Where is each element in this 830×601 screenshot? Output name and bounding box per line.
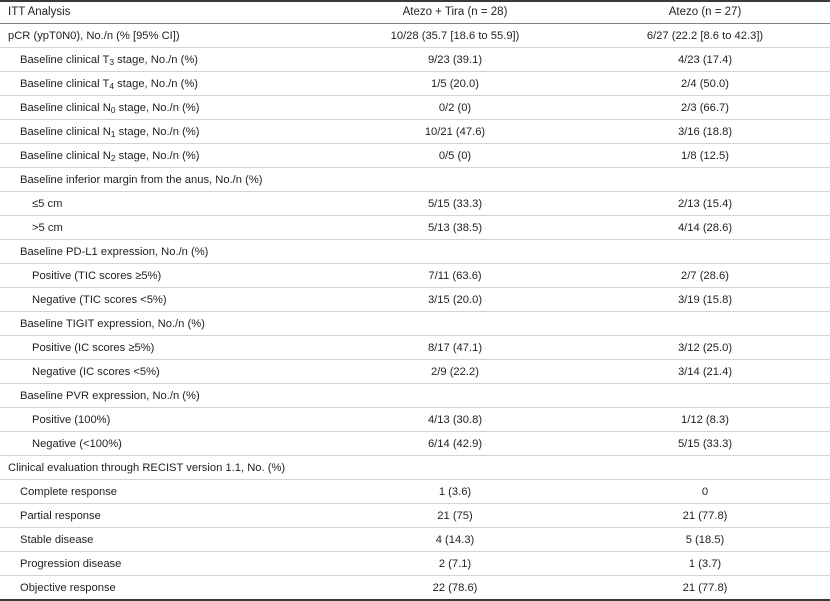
table-row — [0, 264, 830, 288]
table-row — [0, 216, 830, 240]
table-row — [0, 528, 830, 552]
subscript: 3 — [109, 56, 115, 67]
table-row — [0, 24, 830, 48]
value-atezo-tira: 10/21 (47.6) — [330, 120, 580, 144]
value-atezo-tira: 2 (7.1) — [330, 552, 580, 576]
table-row — [0, 576, 830, 601]
value-atezo: 1/8 (12.5) — [580, 144, 830, 168]
table-row — [0, 312, 830, 336]
value-atezo — [580, 312, 830, 336]
value-atezo: 3/19 (15.8) — [580, 288, 830, 312]
value-atezo-tira: 6/14 (42.9) — [330, 432, 580, 456]
subscript: 4 — [109, 80, 115, 91]
row-label: Baseline PD-L1 expression, No./n (%) — [0, 240, 330, 264]
value-atezo-tira: 0/2 (0) — [330, 96, 580, 120]
row-label: Complete response — [0, 480, 330, 504]
row-label: Baseline clinical $N_0$ stage, No./n (%) — [0, 96, 330, 120]
value-atezo: 3/14 (21.4) — [580, 360, 830, 384]
value-atezo: 2/4 (50.0) — [580, 72, 830, 96]
value-atezo: 4/14 (28.6) — [580, 216, 830, 240]
row-label: Baseline PVR expression, No./n (%) — [0, 384, 330, 408]
value-atezo — [580, 168, 830, 192]
table-row — [0, 120, 830, 144]
row-label: Negative (IC scores <5%) — [0, 360, 330, 384]
column-header-atezo: Atezo (n = 27) — [580, 1, 830, 24]
value-atezo: 21 (77.8) — [580, 504, 830, 528]
table-row — [0, 48, 830, 72]
value-atezo: 1/12 (8.3) — [580, 408, 830, 432]
table-row — [0, 384, 830, 408]
value-atezo: 2/7 (28.6) — [580, 264, 830, 288]
value-atezo: 3/12 (25.0) — [580, 336, 830, 360]
value-atezo-tira: 8/17 (47.1) — [330, 336, 580, 360]
row-label: Partial response — [0, 504, 330, 528]
table-body — [0, 24, 830, 601]
value-atezo-tira: 4/13 (30.8) — [330, 408, 580, 432]
row-label: Negative (TIC scores <5%) — [0, 288, 330, 312]
table-header — [0, 1, 830, 24]
value-atezo: 4/23 (17.4) — [580, 48, 830, 72]
value-atezo-tira: 5/13 (38.5) — [330, 216, 580, 240]
value-atezo-tira — [330, 312, 580, 336]
column-header-analysis: ITT Analysis — [0, 1, 330, 24]
table-row — [0, 552, 830, 576]
row-label: Clinical evaluation through RECIST version 1.1, No. (%) — [0, 456, 330, 480]
row-label: Negative (<100%) — [0, 432, 330, 456]
table-row — [0, 360, 830, 384]
table-row — [0, 432, 830, 456]
row-label: pCR (ypT0N0), No./n (% [95% CI]) — [0, 24, 330, 48]
row-label: Baseline TIGIT expression, No./n (%) — [0, 312, 330, 336]
row-label: >5 cm — [0, 216, 330, 240]
value-atezo: 0 — [580, 480, 830, 504]
value-atezo: 2/13 (15.4) — [580, 192, 830, 216]
value-atezo-tira: 22 (78.6) — [330, 576, 580, 601]
table-row — [0, 72, 830, 96]
value-atezo — [580, 456, 830, 480]
subscript: 2 — [110, 152, 116, 163]
value-atezo-tira: 7/11 (63.6) — [330, 264, 580, 288]
row-label: Positive (TIC scores ≥5%) — [0, 264, 330, 288]
value-atezo: 21 (77.8) — [580, 576, 830, 601]
header-row — [0, 1, 830, 24]
value-atezo: 2/3 (66.7) — [580, 96, 830, 120]
value-atezo-tira — [330, 240, 580, 264]
value-atezo-tira: 0/5 (0) — [330, 144, 580, 168]
value-atezo-tira: 10/28 (35.7 [18.6 to 55.9]) — [330, 24, 580, 48]
value-atezo — [580, 384, 830, 408]
row-label: Baseline clinical $N_1$ stage, No./n (%) — [0, 120, 330, 144]
row-label: ≤5 cm — [0, 192, 330, 216]
row-label: Progression disease — [0, 552, 330, 576]
table-row — [0, 96, 830, 120]
table-row — [0, 480, 830, 504]
value-atezo-tira — [330, 456, 580, 480]
value-atezo-tira: 9/23 (39.1) — [330, 48, 580, 72]
subscript: 0 — [110, 104, 116, 115]
value-atezo-tira: 21 (75) — [330, 504, 580, 528]
value-atezo-tira — [330, 168, 580, 192]
row-label: Baseline clinical $T_3$ stage, No./n (%) — [0, 48, 330, 72]
row-label: Positive (100%) — [0, 408, 330, 432]
row-label: Stable disease — [0, 528, 330, 552]
value-atezo: 5 (18.5) — [580, 528, 830, 552]
value-atezo-tira: 3/15 (20.0) — [330, 288, 580, 312]
row-label: Baseline inferior margin from the anus, No./n (%) — [0, 168, 330, 192]
value-atezo-tira: 5/15 (33.3) — [330, 192, 580, 216]
table-row — [0, 408, 830, 432]
table-row — [0, 240, 830, 264]
value-atezo: 5/15 (33.3) — [580, 432, 830, 456]
row-label: Objective response — [0, 576, 330, 601]
value-atezo — [580, 240, 830, 264]
table-row — [0, 504, 830, 528]
table-row — [0, 192, 830, 216]
row-label: Baseline clinical $N_2$ stage, No./n (%) — [0, 144, 330, 168]
value-atezo: 1 (3.7) — [580, 552, 830, 576]
table-row — [0, 288, 830, 312]
row-label: Baseline clinical $T_4$ stage, No./n (%) — [0, 72, 330, 96]
value-atezo: 6/27 (22.2 [8.6 to 42.3]) — [580, 24, 830, 48]
value-atezo-tira: 1 (3.6) — [330, 480, 580, 504]
value-atezo-tira: 2/9 (22.2) — [330, 360, 580, 384]
table-row — [0, 168, 830, 192]
subscript: 1 — [110, 128, 116, 139]
value-atezo-tira — [330, 384, 580, 408]
value-atezo-tira: 1/5 (20.0) — [330, 72, 580, 96]
table-row — [0, 336, 830, 360]
column-header-atezo-tira: Atezo + Tira (n = 28) — [330, 1, 580, 24]
row-label: Positive (IC scores ≥5%) — [0, 336, 330, 360]
value-atezo-tira: 4 (14.3) — [330, 528, 580, 552]
table-row — [0, 144, 830, 168]
table-row — [0, 456, 830, 480]
value-atezo: 3/16 (18.8) — [580, 120, 830, 144]
